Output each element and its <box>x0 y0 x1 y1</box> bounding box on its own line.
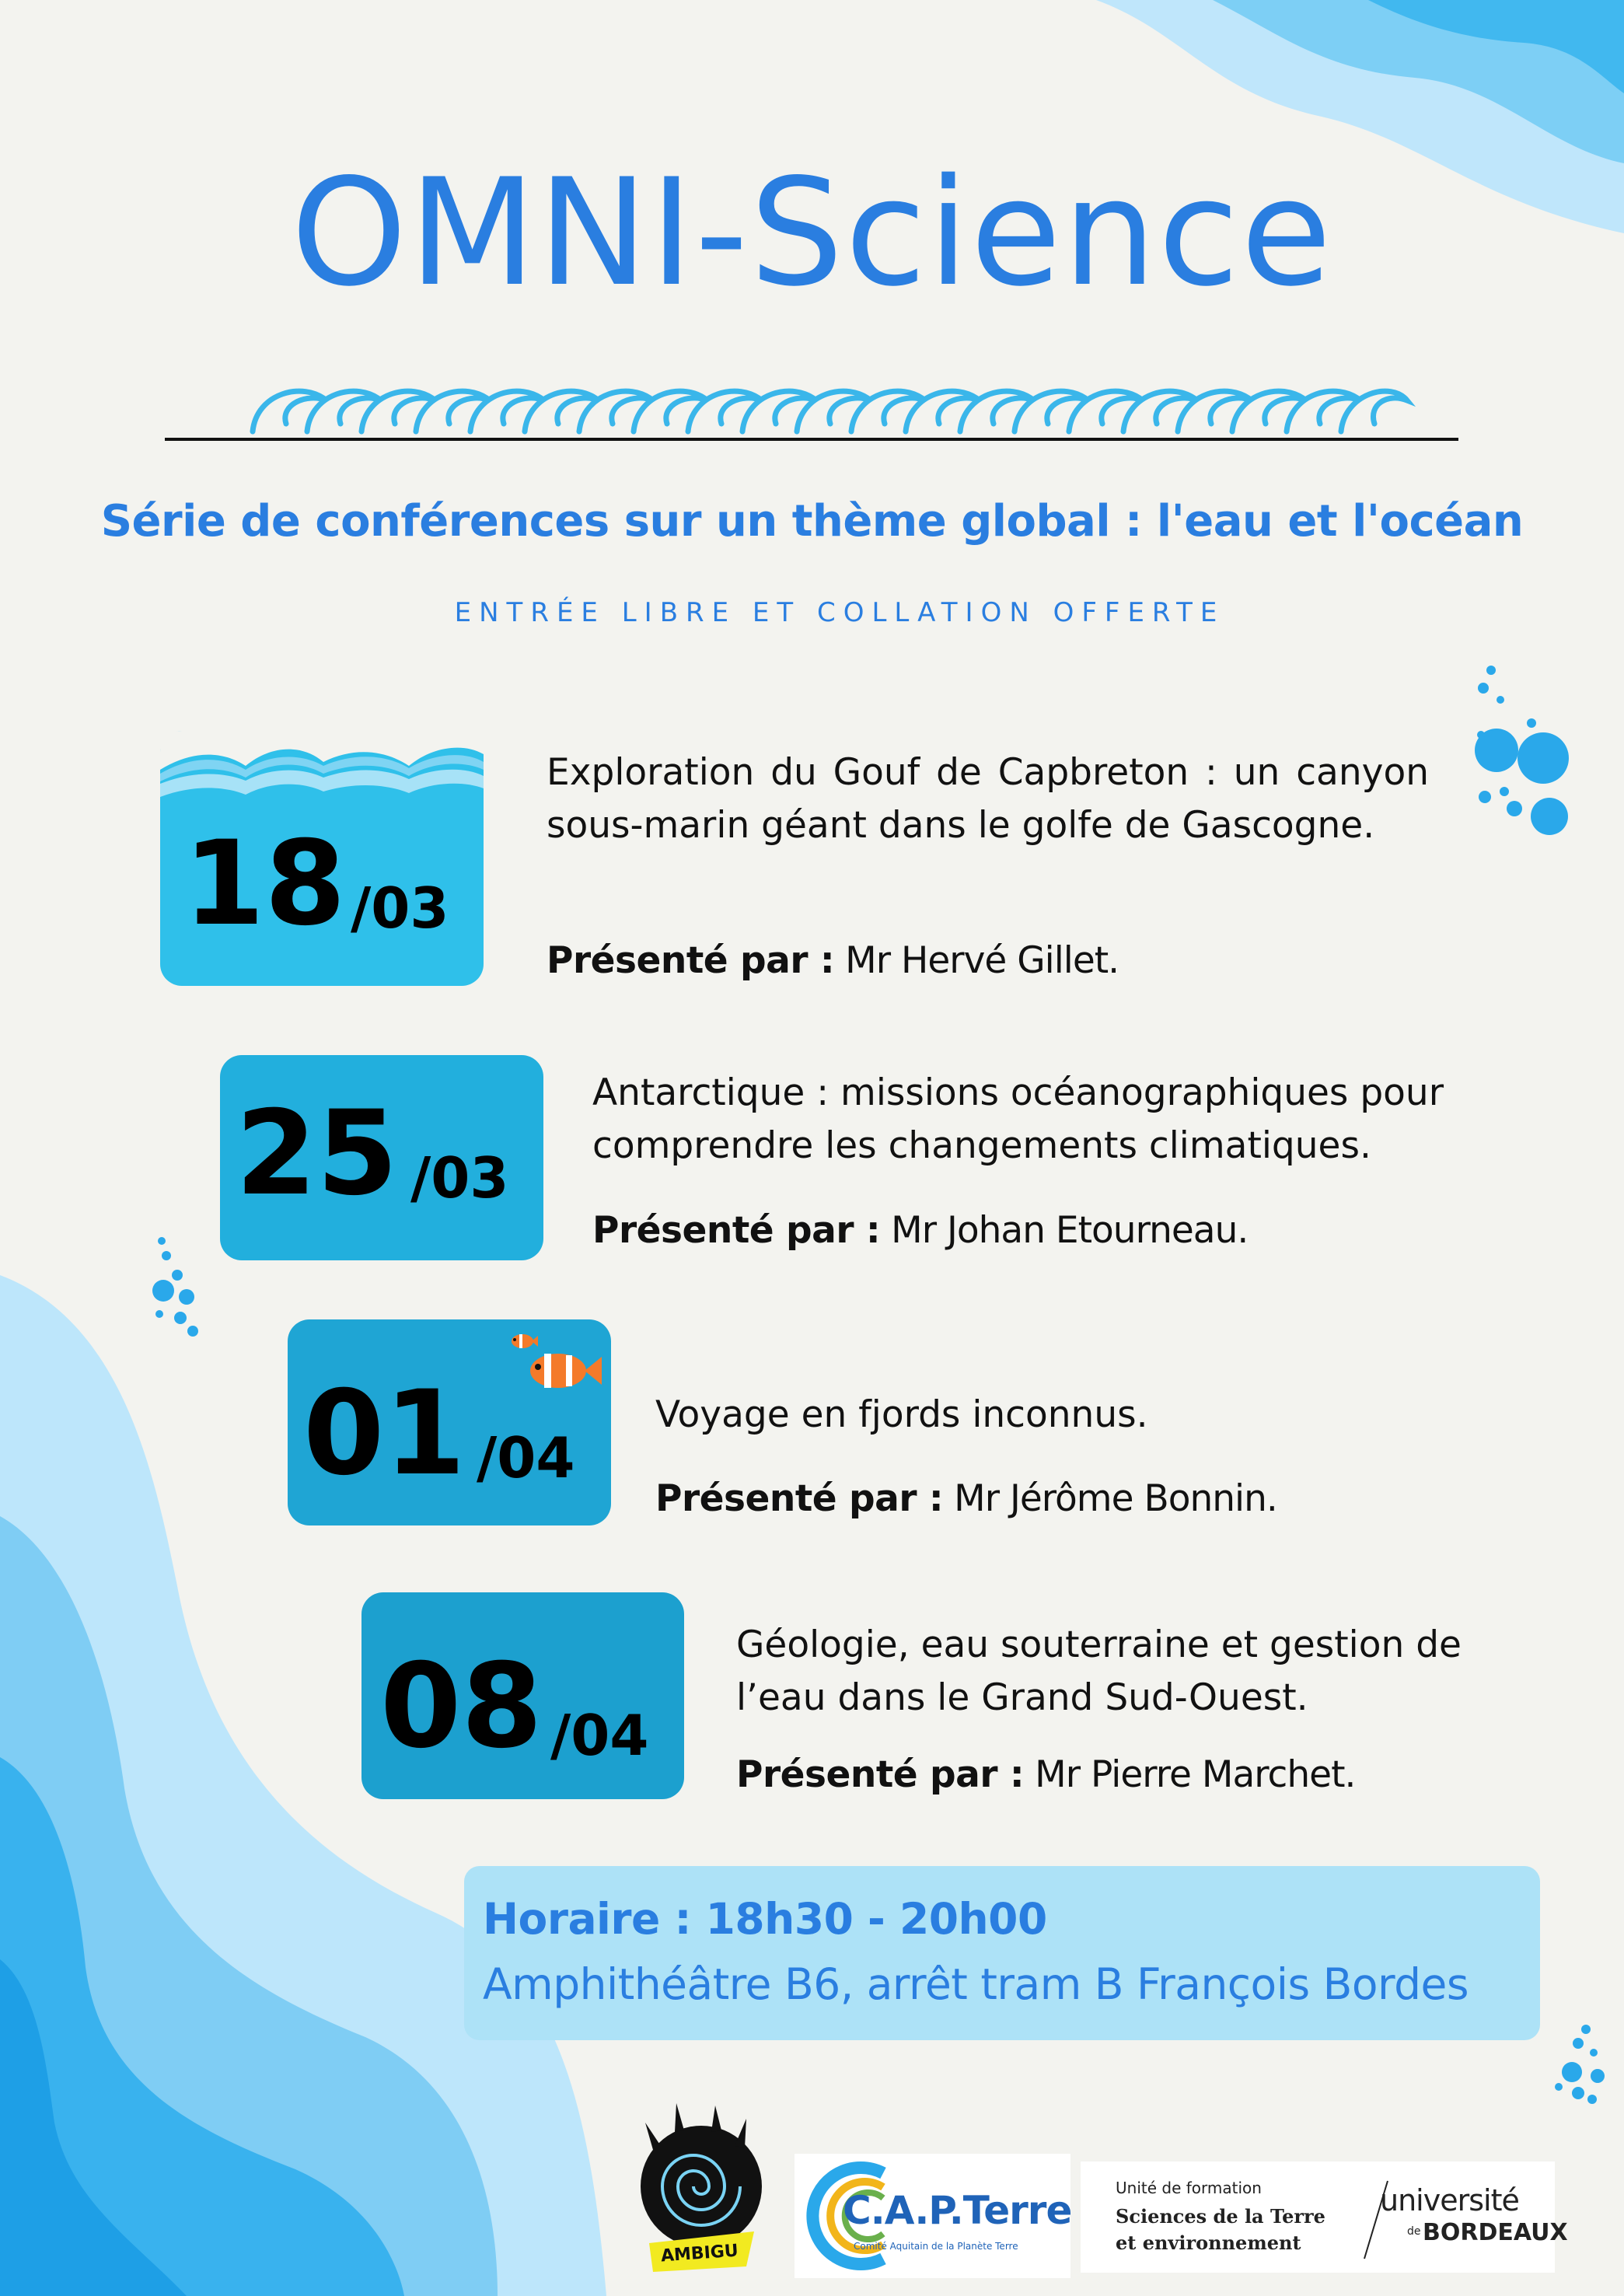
date-box-4 <box>361 1592 684 1799</box>
presenter-label: Présenté par : <box>736 1753 1025 1796</box>
page-subtitle: Série de conférences sur un thème global : l'eau et l'océan <box>100 496 1524 547</box>
schedule-hours: Horaire : 18h30 - 20h00 <box>483 1894 1047 1944</box>
uf-line-3: et environnement <box>1116 2231 1301 2254</box>
bubbles-icon <box>1555 2025 1605 2104</box>
date-day: 08 <box>380 1639 543 1774</box>
university-bordeaux-logo <box>1081 2161 1568 2273</box>
capterre-name: C.A.P.Terre <box>843 2188 1072 2233</box>
ambigu-logo-text: AMBIGU <box>660 2241 739 2266</box>
uf-line-2: Sciences de la Terre <box>1116 2205 1325 2228</box>
presenter-name: Mr Jérôme Bonnin. <box>954 1477 1277 1520</box>
talk-title-1: Exploration du Gouf de Capbreton : un canyon sous-marin géant dans le golfe de Gascogne. <box>547 751 1429 847</box>
presenter-label: Présenté par : <box>547 939 835 982</box>
clownfish-icon <box>505 1324 606 1394</box>
page-title: OMNI-Science <box>291 147 1333 319</box>
entry-note: ENTRÉE LIBRE ET COLLATION OFFERTE <box>454 597 1225 628</box>
water-surface-decoration <box>160 731 484 824</box>
bubbles-icon <box>1475 666 1569 835</box>
talk-presenter-1 <box>547 939 1119 982</box>
date-day: 25 <box>236 1086 398 1221</box>
ub-university: université <box>1380 2183 1519 2217</box>
presenter-label: Présenté par : <box>592 1209 881 1252</box>
talk-presenter-3 <box>655 1477 1277 1520</box>
date-day: 01 <box>303 1366 466 1501</box>
talk-title-3: Voyage en fjords inconnus. <box>655 1393 1148 1436</box>
date-box-1 <box>160 731 484 986</box>
date-box-3 <box>288 1319 611 1525</box>
ub-bordeaux: BORDEAUX <box>1423 2219 1568 2246</box>
capterre-subtitle: Comité Aquitain de la Planète Terre <box>854 2241 1018 2252</box>
talk-presenter-2 <box>592 1209 1248 1252</box>
date-month: /04 <box>477 1425 575 1490</box>
presenter-name: Mr Pierre Marchet. <box>1035 1753 1356 1796</box>
capterre-logo <box>795 2154 1070 2278</box>
ambigu-logo <box>630 2099 770 2278</box>
date-month: /03 <box>351 875 449 941</box>
date-box-2 <box>220 1055 543 1260</box>
schedule-location-box <box>464 1866 1540 2040</box>
uf-line-1: Unité de formation <box>1116 2179 1262 2197</box>
wave-ornament <box>253 391 1407 432</box>
date-day: 18 <box>183 816 346 952</box>
date-month: /04 <box>550 1703 649 1768</box>
ub-de: de <box>1407 2225 1421 2238</box>
date-month: /03 <box>410 1145 509 1211</box>
presenter-name: Mr Johan Etourneau. <box>891 1209 1249 1252</box>
talk-title-2: Antarctique : missions océanographiques pour comprendre les changements climatiques. <box>592 1071 1444 1167</box>
bubbles-icon <box>152 1237 198 1337</box>
talk-presenter-4 <box>736 1753 1355 1796</box>
event-location: Amphithéâtre B6, arrêt tram B François Bordes <box>483 1959 1469 2009</box>
presenter-label: Présenté par : <box>655 1477 944 1520</box>
presenter-name: Mr Hervé Gillet. <box>845 939 1119 982</box>
talk-title-4: Géologie, eau souterraine et gestion de l’eau dans le Grand Sud-Ouest. <box>736 1623 1462 1719</box>
